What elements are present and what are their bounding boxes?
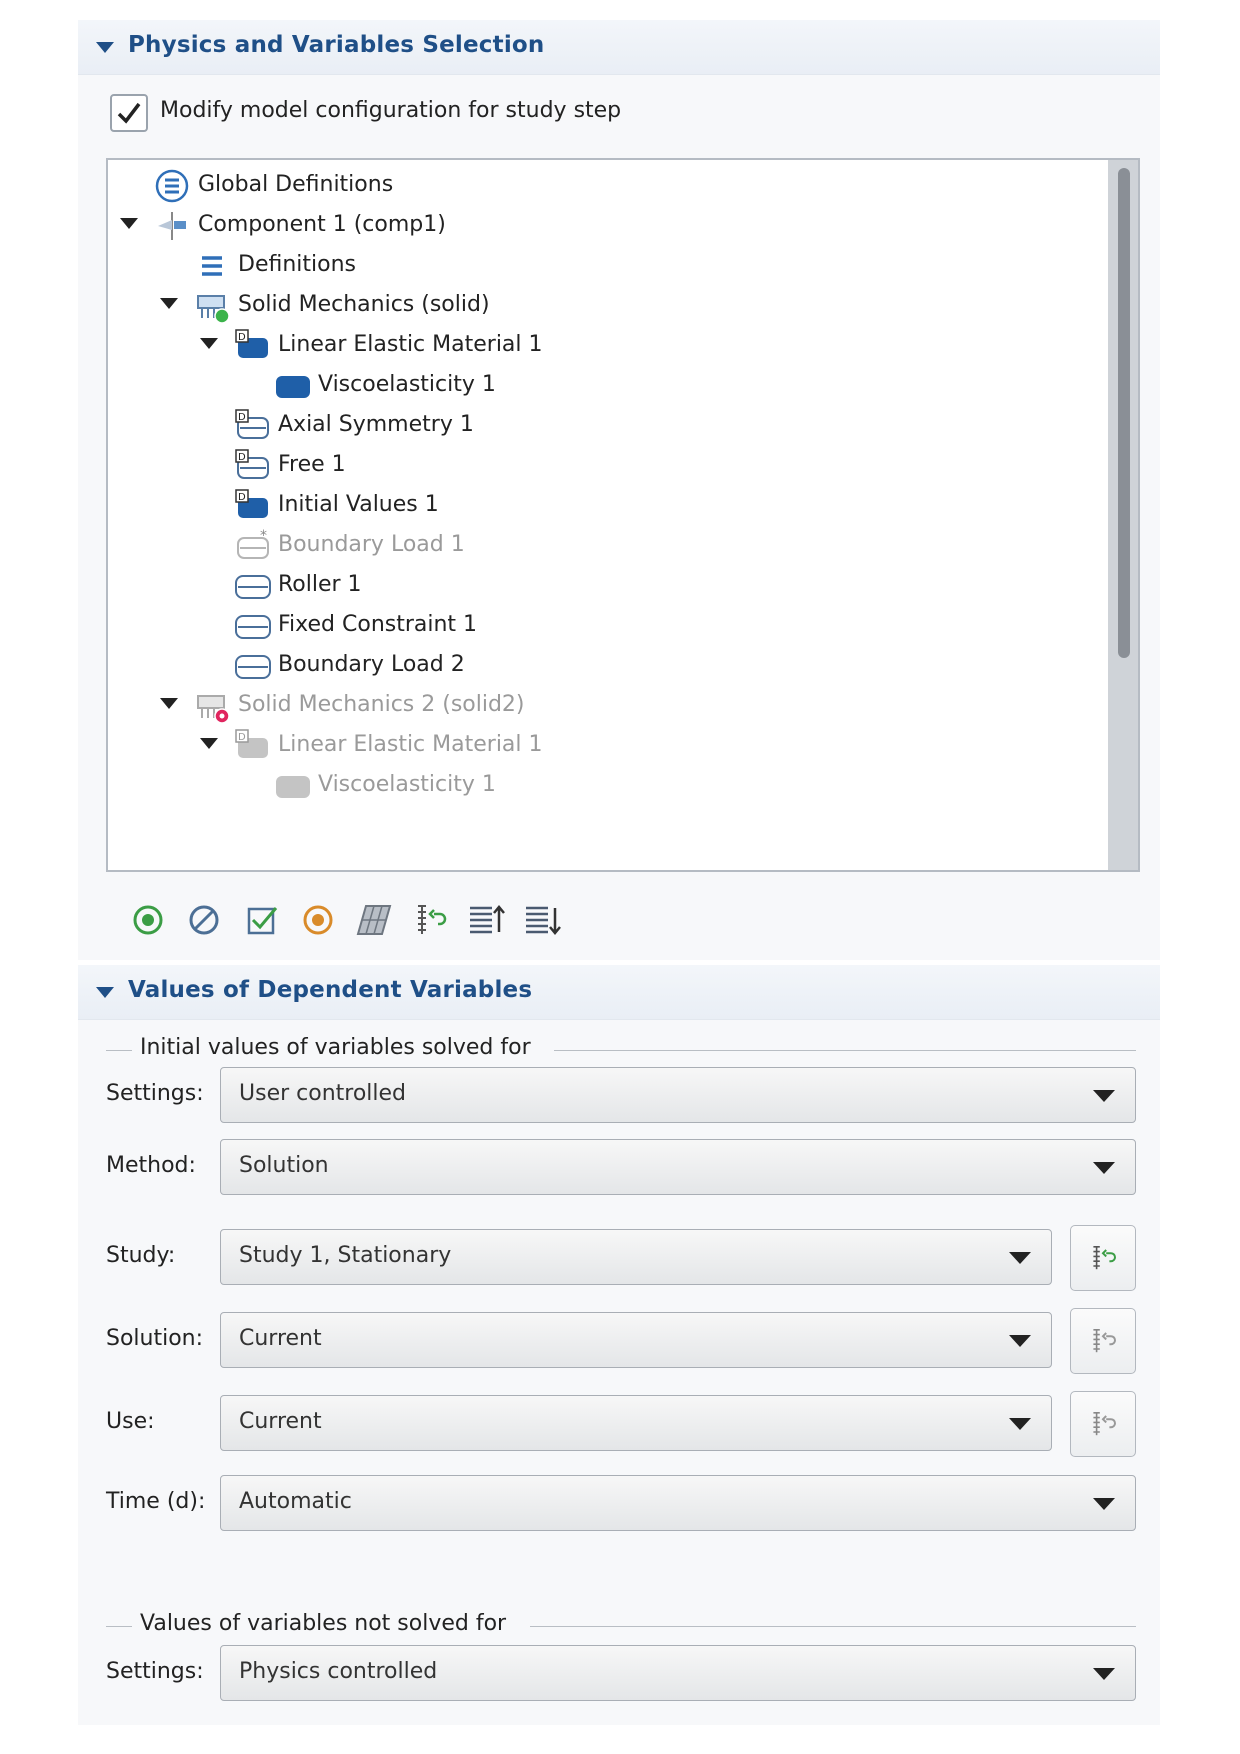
tree-scrollbar[interactable]: [1108, 160, 1138, 870]
method-select[interactable]: Solution: [220, 1139, 1136, 1195]
physics-tree[interactable]: [106, 158, 1140, 872]
chevron-down-icon: [1093, 1668, 1115, 1680]
svg-text:*: *: [260, 528, 267, 544]
tree-item-viscoelasticity-2[interactable]: Viscoelasticity 1: [108, 766, 1098, 806]
move-up-icon[interactable]: [466, 900, 506, 940]
not-solved-group-title: Values of variables not solved for: [140, 1611, 507, 1636]
dependent-section-title: Values of Dependent Variables: [128, 977, 533, 1003]
definitions-icon: [194, 248, 232, 284]
settings-label: Settings:: [106, 1081, 204, 1106]
chevron-down-icon: [1009, 1252, 1031, 1264]
dependent-variables-panel: [78, 965, 1160, 1725]
collapse-icon[interactable]: [96, 42, 114, 53]
solution-label: Solution:: [106, 1326, 204, 1351]
boundary-default-icon: [234, 408, 272, 444]
solution-row: [106, 1312, 1136, 1368]
collapse-icon[interactable]: [96, 987, 114, 998]
domain-default-icon: [234, 328, 272, 364]
time-select[interactable]: Automatic: [220, 1475, 1136, 1531]
goto-use-button[interactable]: [1070, 1391, 1136, 1457]
svg-text:D: D: [238, 452, 246, 463]
mesh-icon[interactable]: [354, 900, 394, 940]
tree-item-free[interactable]: D Free 1: [108, 446, 1098, 486]
not-solved-settings-label: Settings:: [106, 1659, 204, 1684]
svg-text:D: D: [238, 492, 246, 503]
svg-text:D: D: [238, 332, 246, 343]
tree-item-global-definitions[interactable]: Global Definitions: [108, 166, 1098, 206]
solid-mechanics-disabled-icon: [194, 688, 232, 724]
goto-solution-button[interactable]: [1070, 1308, 1136, 1374]
global-definitions-icon: [154, 168, 192, 204]
tree-scrollbar-thumb[interactable]: [1118, 168, 1130, 658]
tree-item-linear-elastic[interactable]: D Linear Elastic Material 1: [108, 326, 1098, 366]
solution-select[interactable]: Current: [220, 1312, 1052, 1368]
tree-item-roller[interactable]: Roller 1: [108, 566, 1098, 606]
expand-arrow-icon[interactable]: [120, 218, 138, 229]
settings-select[interactable]: User controlled: [220, 1067, 1136, 1123]
method-row: [106, 1139, 1136, 1195]
domain-icon: [274, 768, 312, 804]
physics-section-title: Physics and Variables Selection: [128, 32, 545, 58]
modify-config-label: Modify model configuration for study step: [160, 98, 622, 123]
tree-item-fixed-constraint[interactable]: Fixed Constraint 1: [108, 606, 1098, 646]
goto-source-icon[interactable]: [410, 900, 450, 940]
tree-item-boundary-load-2[interactable]: Boundary Load 2: [108, 646, 1098, 686]
tree-item-component[interactable]: Component 1 (comp1): [108, 206, 1098, 246]
tree-item-definitions[interactable]: Definitions: [108, 246, 1098, 286]
component-icon: [154, 208, 192, 244]
settings-row: [106, 1067, 1136, 1123]
move-down-icon[interactable]: [522, 900, 562, 940]
domain-icon: [274, 368, 312, 404]
tree-item-axial-symmetry[interactable]: D Axial Symmetry 1: [108, 406, 1098, 446]
svg-text:D: D: [238, 732, 246, 743]
study-label: Study:: [106, 1243, 176, 1268]
modify-config-checkbox[interactable]: [110, 94, 148, 132]
boundary-icon: [234, 648, 272, 684]
time-row: [106, 1475, 1136, 1531]
not-solved-group-header: [106, 1611, 1136, 1641]
physics-variables-panel: [78, 20, 1160, 960]
tree-item-boundary-load-1[interactable]: * Boundary Load 1: [108, 526, 1098, 566]
use-select[interactable]: Current: [220, 1395, 1052, 1451]
goto-study-button[interactable]: [1070, 1225, 1136, 1291]
check-icon[interactable]: [242, 900, 282, 940]
tree-item-initial-values[interactable]: D Initial Values 1: [108, 486, 1098, 526]
solve-for-icon[interactable]: [298, 900, 338, 940]
expand-arrow-icon[interactable]: [200, 338, 218, 349]
domain-default-icon: [234, 488, 272, 524]
tree-item-solid-mechanics[interactable]: Solid Mechanics (solid): [108, 286, 1098, 326]
boundary-load-icon: [234, 528, 272, 564]
expand-arrow-icon[interactable]: [160, 698, 178, 709]
disable-icon[interactable]: [184, 900, 224, 940]
solid-mechanics-icon: [194, 288, 232, 324]
enable-icon[interactable]: [128, 900, 168, 940]
chevron-down-icon: [1093, 1162, 1115, 1174]
boundary-icon: [234, 608, 272, 644]
not-solved-settings-row: [106, 1645, 1136, 1701]
tree-item-viscoelasticity[interactable]: Viscoelasticity 1: [108, 366, 1098, 406]
chevron-down-icon: [1093, 1090, 1115, 1102]
not-solved-settings-select[interactable]: Physics controlled: [220, 1645, 1136, 1701]
physics-section-header[interactable]: [78, 20, 1160, 75]
chevron-down-icon: [1009, 1418, 1031, 1430]
tree-item-solid-mechanics-2[interactable]: Solid Mechanics 2 (solid2): [108, 686, 1098, 726]
boundary-default-icon: [234, 448, 272, 484]
boundary-icon: [234, 568, 272, 604]
use-row: [106, 1395, 1136, 1451]
dependent-section-header[interactable]: [78, 965, 1160, 1020]
tree-item-linear-elastic-2[interactable]: D Linear Elastic Material 1: [108, 726, 1098, 766]
time-label: Time (d):: [106, 1489, 206, 1514]
expand-arrow-icon[interactable]: [160, 298, 178, 309]
solved-group-title: Initial values of variables solved for: [140, 1035, 531, 1060]
solved-group-header: [106, 1035, 1136, 1065]
chevron-down-icon: [1009, 1335, 1031, 1347]
expand-arrow-icon[interactable]: [200, 738, 218, 749]
study-row: [106, 1229, 1136, 1285]
chevron-down-icon: [1093, 1498, 1115, 1510]
svg-text:D: D: [238, 412, 246, 423]
use-label: Use:: [106, 1409, 155, 1434]
method-label: Method:: [106, 1153, 196, 1178]
study-select[interactable]: Study 1, Stationary: [220, 1229, 1052, 1285]
domain-default-icon: [234, 728, 272, 764]
